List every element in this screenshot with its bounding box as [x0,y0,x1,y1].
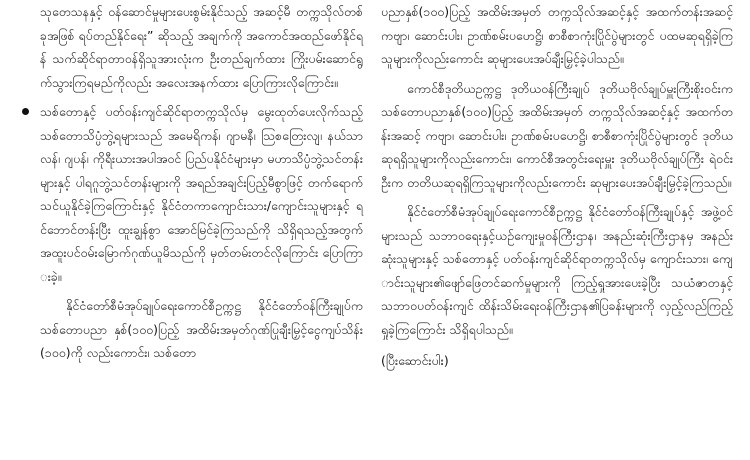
left-paragraph-3: နိုင်ငံတော်စီမံအုပ်ချုပ်ရေးကောင်စီဥက္ကဋ္ဌ နိုင်ငံတော်ဝန်ကြီးချုပ်က သစ်တောပညာ နှစ်(၁၀၀)ပြည့် အထိမ်းအမှတ်ဂုဏ်ပြုချီးမြှင့်ငွေကျပ်သိန်း(၁၀၀)ကို လည်းကောင်း၊ သစ်တော [40,298,363,360]
left-bullet-paragraph: သစ်တောနှင့် ပတ်ဝန်းကျင်ဆိုင်ရာတက္ကသိုလ်မှ မွေးထုတ်ပေးလိုက်သည့် သစ်တောသိပ္ပံဘွဲ့ရများသည် အမေရိကန်၊ ဂျာမနီ၊ သြစတြေးလျ၊ နယ်သာလန်၊ ဂျပန်၊ ကိုရီးယားအပါအဝင် ပြည်ပနိုင်ငံများမှာ မဟာသိပ္ပံဘွဲ့သင်တန်းများနှင့် ပါရဂူဘွဲ့သင်တန်းများကို အရည်အချင်းပြည့်မီစွာဖြင့် တက်ရောက်သင်ယူနိုင်ခဲ့ကြကြောင်းနှင့် နိုင်ငံတကာကျောင်းသား/ကျောင်းသူများနှင့် ရင်ဘောင်တန်းပြီး ထူးချွန်စွာ အောင်မြင်ခဲ့ကြသည်ကို သိရှိရသည့်အတွက် အထူးပင်ဝမ်းမြောက်ဂုဏ်ယူမိသည်ကို မှတ်တမ်းတင်လိုကြောင်း ပြောကြားခဲ့။ [40,104,363,284]
right-paragraph-3: နိုင်ငံတော်စီမံအုပ်ချုပ်ရေးကောင်စီဥက္ကဋ္ဌ နိုင်ငံတော်ဝန်ကြီးချုပ်နှင့် အဖွဲ့ဝင်များသည် သဘာဝရေးနှင့်ယဉ်ကျေးမှုဝန်ကြီးဌာန၊ အနည်းဆုံးကြီးဌာနမှ အနည်းဆုံးသူများနှင့် သစ်တောနှင့် ပတ်ဝန်းကျင်ဆိုင်ရာတက္ကသိုလ်မှ ကျောင်းသား၊ ကျောင်းသူများ၏ဖျော်ဖြေတင်ဆက်မှုများကို ကြည့်ရှုအားပေးခဲ့ပြီး သယံဇာတနှင့် သဘာဝပတ်ဝန်းကျင် ထိန်းသိမ်းရေးဝန်ကြီးဌာန၏ပြခန်းများကို လှည့်လည်ကြည့်ရှုခဲ့ကြကြောင်း သိရှိရပါသည်။ [381,204,733,337]
bullet-item [18,100,363,288]
right-paragraph-2: ကောင်စီဒုတိယဥက္ကဋ္ဌ ဒုတိယဝန်ကြီးချုပ် ဒုတိယဗိုလ်ချုပ်မှူးကြီးစိုးဝင်းက သစ်တောပညာနှစ်(၁၀၀)ပြည့် အထိမ်းအမှတ် တက္ကသိုလ်အဆင့်နှင့် အထက်တန်းအဆင့် ကဗျာ၊ ဆောင်းပါး၊ ဥာဏ်စမ်းပဟေဋ္ဌိ၊ စာစီစာကုံးပြိုင်ပွဲများတွင် ဒုတိယဆုရရှိသူများကိုလည်းကောင်း၊ ကောင်စီအတွင်းရေးမှူး ဒုတိယဗိုလ်ချုပ်ကြီး ရဲဝင်းဦးက တတိယဆုရရှိကြသူများကိုလည်းကောင်း ဆုများပေးအပ်ချီးမြှင့်ခဲ့ကြသည်။ [381,80,733,190]
bullet-dot-icon [22,108,29,115]
right-paragraph-1: ပညာနှစ်(၁၀၀)ပြည့် အထိမ်းအမှတ် တက္ကသိုလ်အဆင့်နှင့် အထက်တန်းအဆင့် ကဗျာ၊ ဆောင်းပါး၊ ဥာဏ်စမ်းပဟေဋ္ဌိ၊ စာစီစာကုံးပြိုင်ပွဲများတွင် ပထမဆုရရှိခဲ့ကြသူများကိုလည်းကောင်း ဆုများပေးအပ်ချီးမြှင့်ခဲ့ပါသည်။ [381,4,733,66]
left-continuation-block [18,0,363,94]
left-paragraph-3-block [18,294,363,365]
right-cut-line: (ပြီးဆောင်းပါး) [381,353,449,368]
left-column [18,0,363,371]
left-paragraph-1: သုတေသနနှင့် ဝန်ဆောင်မှုများပေးစွမ်းနိုင်သည့် အဆင့်မီ တက္ကသိုလ်တစ်ခုအဖြစ် ရပ်တည်နိုင်ရေး” ဆိုသည့် အချက်ကို အကောင်အထည်ဖော်နိုင်ရန် သက်ဆိုင်ရာတာဝန်ရှိသူအားလုံးက ဦးတည်ချက်ထား ကြိုးပမ်းဆောင်ရွက်သွားကြရမည်ကိုလည်း အလေးအနက်ထား ပြောကြားလိုကြောင်း။ [40,4,363,90]
right-column [381,0,733,379]
